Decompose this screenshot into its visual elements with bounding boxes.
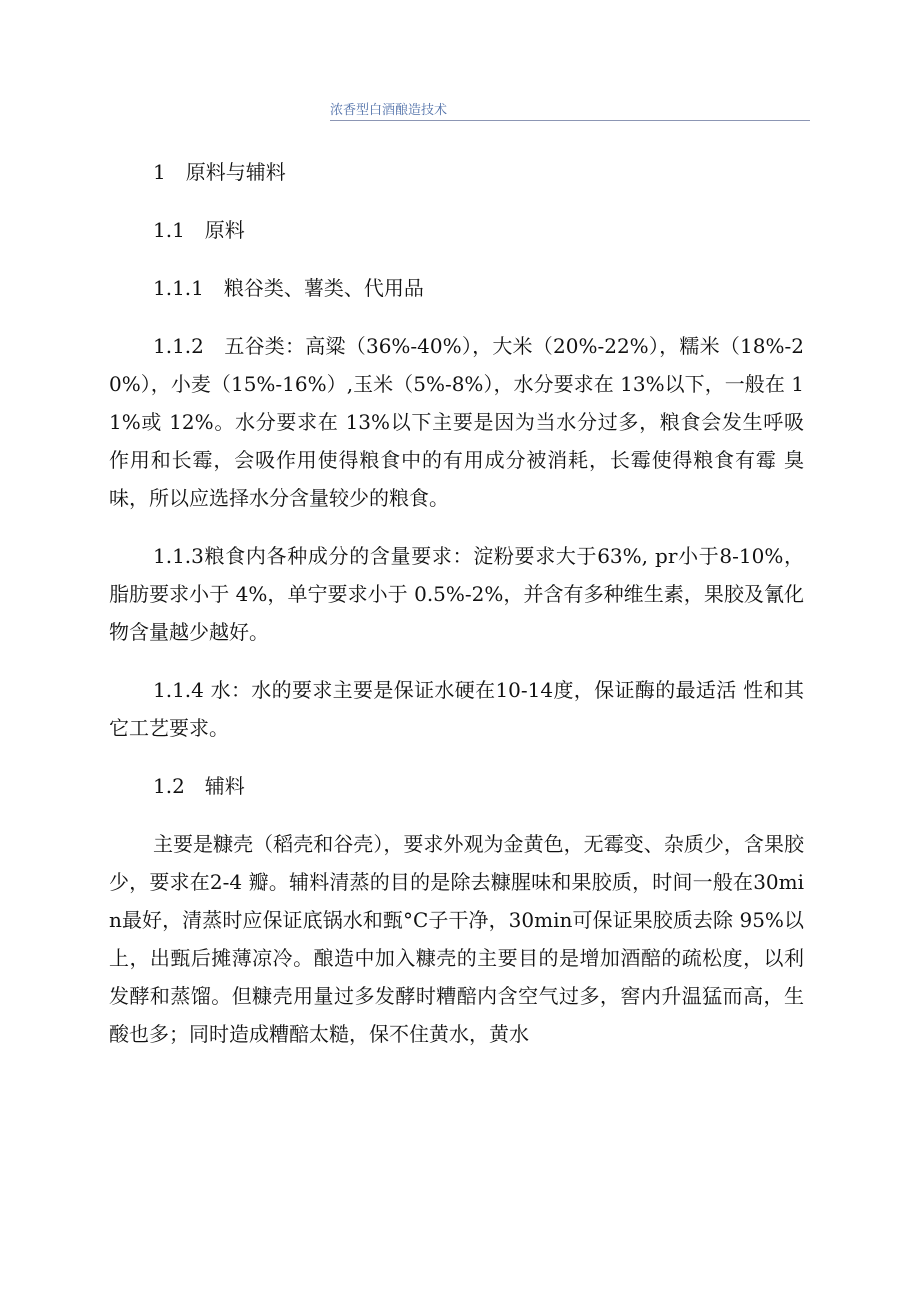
document-body xyxy=(109,153,804,1073)
section-heading-1-1-1: 1.1.1 粮谷类、薯类、代用品 xyxy=(153,276,424,300)
section-heading-1-2: 1.2 辅料 xyxy=(153,774,245,798)
section-heading-1: 1 原料与辅料 xyxy=(153,160,286,184)
paragraph-1-1-2: 1.1.2 五谷类：高粱（36%-40%），大米（20%-22%），糯米（18%-20%），小麦（15%-16%）,玉米（5%-8%），水分要求在 13%以下，一般在 11%或 12%。水分要求在 13%以下主要是因为当水分过多，粮食会发生呼吸 作用和长霉，会吸作用使得粮食中的有用成分被消耗，长霉使得粮食有霉 臭味，所以应选择水分含量较少的粮食。 xyxy=(109,334,804,510)
section-heading-1-1: 1.1 原料 xyxy=(153,218,245,242)
running-header xyxy=(330,104,810,121)
paragraph-1-1-3: 1.1.3粮食内各种成分的含量要求：淀粉要求大于63%, pr小于8-10%，脂肪要求小于 4%，单宁要求小于 0.5%-2%，并含有多种维生素，果胶及氰化物含量越少越好。 xyxy=(109,544,804,644)
paragraph-auxiliary-materials: 主要是糠壳（稻壳和谷壳），要求外观为金黄色，无霉变、杂质少，含果胶少，要求在2-4 瓣。辅料清蒸的目的是除去糠腥味和果胶质，时间一般在30min最好，清蒸时应保证底锅水和甄°C子干净，30min可保证果胶质去除 95%以上，出甄后摊薄凉冷。酿造中加入糠壳的主要目的是增加酒醅的疏松度，以利发酵和蒸馏。但糠壳用量过多发酵时糟醅内含空气过多，窖内升温猛而高，生酸也多；同时造成糟醅太糙，保不住黄水，黄水 xyxy=(109,832,804,1046)
paragraph-1-1-4: 1.1.4 水：水的要求主要是保证水硬在10-14度，保证酶的最适活 性和其它工艺要求。 xyxy=(109,678,804,740)
running-header-title: 浓香型白酒酿造技术 xyxy=(330,103,448,118)
